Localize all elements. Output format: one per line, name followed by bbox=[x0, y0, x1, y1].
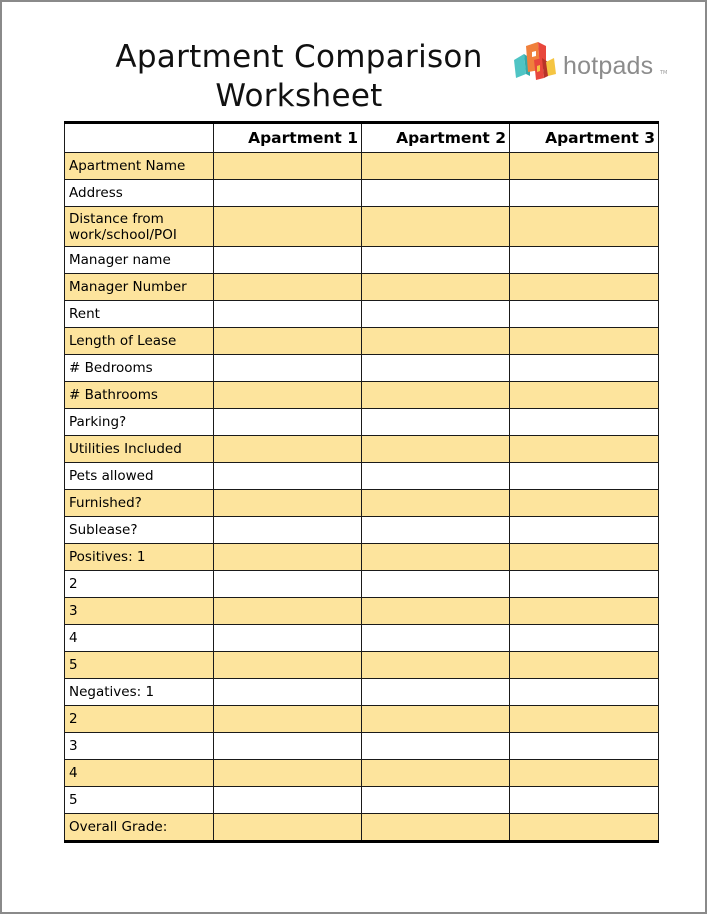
entry-cell-apartment-3[interactable] bbox=[510, 706, 659, 733]
table-row bbox=[65, 517, 659, 544]
entry-cell-apartment-3[interactable] bbox=[510, 180, 659, 207]
table-row bbox=[65, 787, 659, 814]
entry-cell-apartment-3[interactable] bbox=[510, 625, 659, 652]
entry-cell-apartment-1[interactable] bbox=[214, 598, 362, 625]
row-label: Manager name bbox=[65, 247, 214, 274]
table-row bbox=[65, 153, 659, 180]
row-label: 3 bbox=[65, 598, 214, 625]
entry-cell-apartment-3[interactable] bbox=[510, 153, 659, 180]
title-line-1: Apartment Comparison bbox=[115, 39, 483, 75]
row-label: Furnished? bbox=[65, 490, 214, 517]
entry-cell-apartment-1[interactable] bbox=[214, 180, 362, 207]
table-row bbox=[65, 814, 659, 842]
row-label: Length of Lease bbox=[65, 328, 214, 355]
entry-cell-apartment-3[interactable] bbox=[510, 490, 659, 517]
entry-cell-apartment-2[interactable] bbox=[362, 760, 510, 787]
entry-cell-apartment-3[interactable] bbox=[510, 733, 659, 760]
row-label: 5 bbox=[65, 787, 214, 814]
entry-cell-apartment-2[interactable] bbox=[362, 706, 510, 733]
row-label: Overall Grade: bbox=[65, 814, 214, 842]
row-label: Address bbox=[65, 180, 214, 207]
entry-cell-apartment-1[interactable] bbox=[214, 571, 362, 598]
table-row bbox=[65, 463, 659, 490]
entry-cell-apartment-2[interactable] bbox=[362, 207, 510, 247]
entry-cell-apartment-3[interactable] bbox=[510, 301, 659, 328]
entry-cell-apartment-3[interactable] bbox=[510, 207, 659, 247]
entry-cell-apartment-3[interactable] bbox=[510, 598, 659, 625]
entry-cell-apartment-1[interactable] bbox=[214, 490, 362, 517]
row-label: Parking? bbox=[65, 409, 214, 436]
entry-cell-apartment-1[interactable] bbox=[214, 679, 362, 706]
entry-cell-apartment-3[interactable] bbox=[510, 571, 659, 598]
entry-cell-apartment-2[interactable] bbox=[362, 355, 510, 382]
entry-cell-apartment-2[interactable] bbox=[362, 274, 510, 301]
row-label: Distance from work/school/POI bbox=[65, 207, 214, 247]
entry-cell-apartment-2[interactable] bbox=[362, 598, 510, 625]
entry-cell-apartment-2[interactable] bbox=[362, 652, 510, 679]
row-label: Apartment Name bbox=[65, 153, 214, 180]
entry-cell-apartment-1[interactable] bbox=[214, 625, 362, 652]
entry-cell-apartment-2[interactable] bbox=[362, 814, 510, 842]
entry-cell-apartment-2[interactable] bbox=[362, 180, 510, 207]
entry-cell-apartment-3[interactable] bbox=[510, 814, 659, 842]
column-header: Apartment 3 bbox=[510, 123, 659, 153]
row-label: Sublease? bbox=[65, 517, 214, 544]
entry-cell-apartment-3[interactable] bbox=[510, 328, 659, 355]
entry-cell-apartment-3[interactable] bbox=[510, 247, 659, 274]
comparison-table bbox=[64, 121, 659, 843]
row-label: # Bedrooms bbox=[65, 355, 214, 382]
entry-cell-apartment-3[interactable] bbox=[510, 409, 659, 436]
entry-cell-apartment-2[interactable] bbox=[362, 409, 510, 436]
row-label: Manager Number bbox=[65, 274, 214, 301]
entry-cell-apartment-2[interactable] bbox=[362, 153, 510, 180]
entry-cell-apartment-1[interactable] bbox=[214, 409, 362, 436]
table-body bbox=[65, 153, 659, 842]
entry-cell-apartment-1[interactable] bbox=[214, 274, 362, 301]
entry-cell-apartment-1[interactable] bbox=[214, 207, 362, 247]
row-label: Negatives: 1 bbox=[65, 679, 214, 706]
row-label: 4 bbox=[65, 625, 214, 652]
entry-cell-apartment-2[interactable] bbox=[362, 571, 510, 598]
entry-cell-apartment-3[interactable] bbox=[510, 274, 659, 301]
table-row bbox=[65, 625, 659, 652]
table-row bbox=[65, 409, 659, 436]
table-row bbox=[65, 436, 659, 463]
row-label: 3 bbox=[65, 733, 214, 760]
table-row bbox=[65, 355, 659, 382]
entry-cell-apartment-3[interactable] bbox=[510, 517, 659, 544]
entry-cell-apartment-3[interactable] bbox=[510, 355, 659, 382]
column-header: Apartment 1 bbox=[214, 123, 362, 153]
entry-cell-apartment-2[interactable] bbox=[362, 301, 510, 328]
entry-cell-apartment-3[interactable] bbox=[510, 463, 659, 490]
table-row bbox=[65, 180, 659, 207]
entry-cell-apartment-2[interactable] bbox=[362, 733, 510, 760]
entry-cell-apartment-2[interactable] bbox=[362, 544, 510, 571]
entry-cell-apartment-1[interactable] bbox=[214, 733, 362, 760]
row-label: Positives: 1 bbox=[65, 544, 214, 571]
entry-cell-apartment-1[interactable] bbox=[214, 652, 362, 679]
entry-cell-apartment-1[interactable] bbox=[214, 760, 362, 787]
entry-cell-apartment-1[interactable] bbox=[214, 436, 362, 463]
title-line-2: Worksheet bbox=[215, 78, 383, 114]
row-label: Rent bbox=[65, 301, 214, 328]
entry-cell-apartment-2[interactable] bbox=[362, 463, 510, 490]
entry-cell-apartment-2[interactable] bbox=[362, 247, 510, 274]
entry-cell-apartment-2[interactable] bbox=[362, 382, 510, 409]
entry-cell-apartment-1[interactable] bbox=[214, 463, 362, 490]
row-label: 2 bbox=[65, 571, 214, 598]
header-corner bbox=[65, 123, 214, 153]
table-row bbox=[65, 733, 659, 760]
entry-cell-apartment-1[interactable] bbox=[214, 328, 362, 355]
entry-cell-apartment-3[interactable] bbox=[510, 679, 659, 706]
row-label: # Bathrooms bbox=[65, 382, 214, 409]
row-label: Utilities Included bbox=[65, 436, 214, 463]
entry-cell-apartment-2[interactable] bbox=[362, 787, 510, 814]
entry-cell-apartment-1[interactable] bbox=[214, 301, 362, 328]
entry-cell-apartment-1[interactable] bbox=[214, 382, 362, 409]
entry-cell-apartment-2[interactable] bbox=[362, 679, 510, 706]
table-row bbox=[65, 760, 659, 787]
entry-cell-apartment-1[interactable] bbox=[214, 706, 362, 733]
row-label: 4 bbox=[65, 760, 214, 787]
table-row bbox=[65, 598, 659, 625]
entry-cell-apartment-1[interactable] bbox=[214, 153, 362, 180]
row-label: Pets allowed bbox=[65, 463, 214, 490]
entry-cell-apartment-3[interactable] bbox=[510, 382, 659, 409]
table-row bbox=[65, 207, 659, 247]
entry-cell-apartment-2[interactable] bbox=[362, 328, 510, 355]
entry-cell-apartment-2[interactable] bbox=[362, 436, 510, 463]
entry-cell-apartment-1[interactable] bbox=[214, 544, 362, 571]
table-row bbox=[65, 274, 659, 301]
table-row bbox=[65, 544, 659, 571]
entry-cell-apartment-2[interactable] bbox=[362, 490, 510, 517]
row-label: 2 bbox=[65, 706, 214, 733]
header-row bbox=[65, 123, 659, 153]
brand-name: hotpads bbox=[563, 52, 654, 80]
table-row bbox=[65, 301, 659, 328]
entry-cell-apartment-1[interactable] bbox=[214, 517, 362, 544]
entry-cell-apartment-3[interactable] bbox=[510, 760, 659, 787]
entry-cell-apartment-2[interactable] bbox=[362, 625, 510, 652]
table-row bbox=[65, 247, 659, 274]
entry-cell-apartment-3[interactable] bbox=[510, 544, 659, 571]
entry-cell-apartment-3[interactable] bbox=[510, 436, 659, 463]
trademark: TM bbox=[660, 70, 668, 76]
entry-cell-apartment-3[interactable] bbox=[510, 652, 659, 679]
entry-cell-apartment-2[interactable] bbox=[362, 517, 510, 544]
table-row bbox=[65, 571, 659, 598]
entry-cell-apartment-1[interactable] bbox=[214, 355, 362, 382]
table-row bbox=[65, 652, 659, 679]
table-row bbox=[65, 706, 659, 733]
entry-cell-apartment-3[interactable] bbox=[510, 787, 659, 814]
entry-cell-apartment-1[interactable] bbox=[214, 787, 362, 814]
entry-cell-apartment-1[interactable] bbox=[214, 814, 362, 842]
table-row bbox=[65, 679, 659, 706]
table-row bbox=[65, 328, 659, 355]
table-row bbox=[65, 490, 659, 517]
entry-cell-apartment-1[interactable] bbox=[214, 247, 362, 274]
column-header: Apartment 2 bbox=[362, 123, 510, 153]
row-label: 5 bbox=[65, 652, 214, 679]
table-row bbox=[65, 382, 659, 409]
page-title bbox=[64, 38, 534, 116]
